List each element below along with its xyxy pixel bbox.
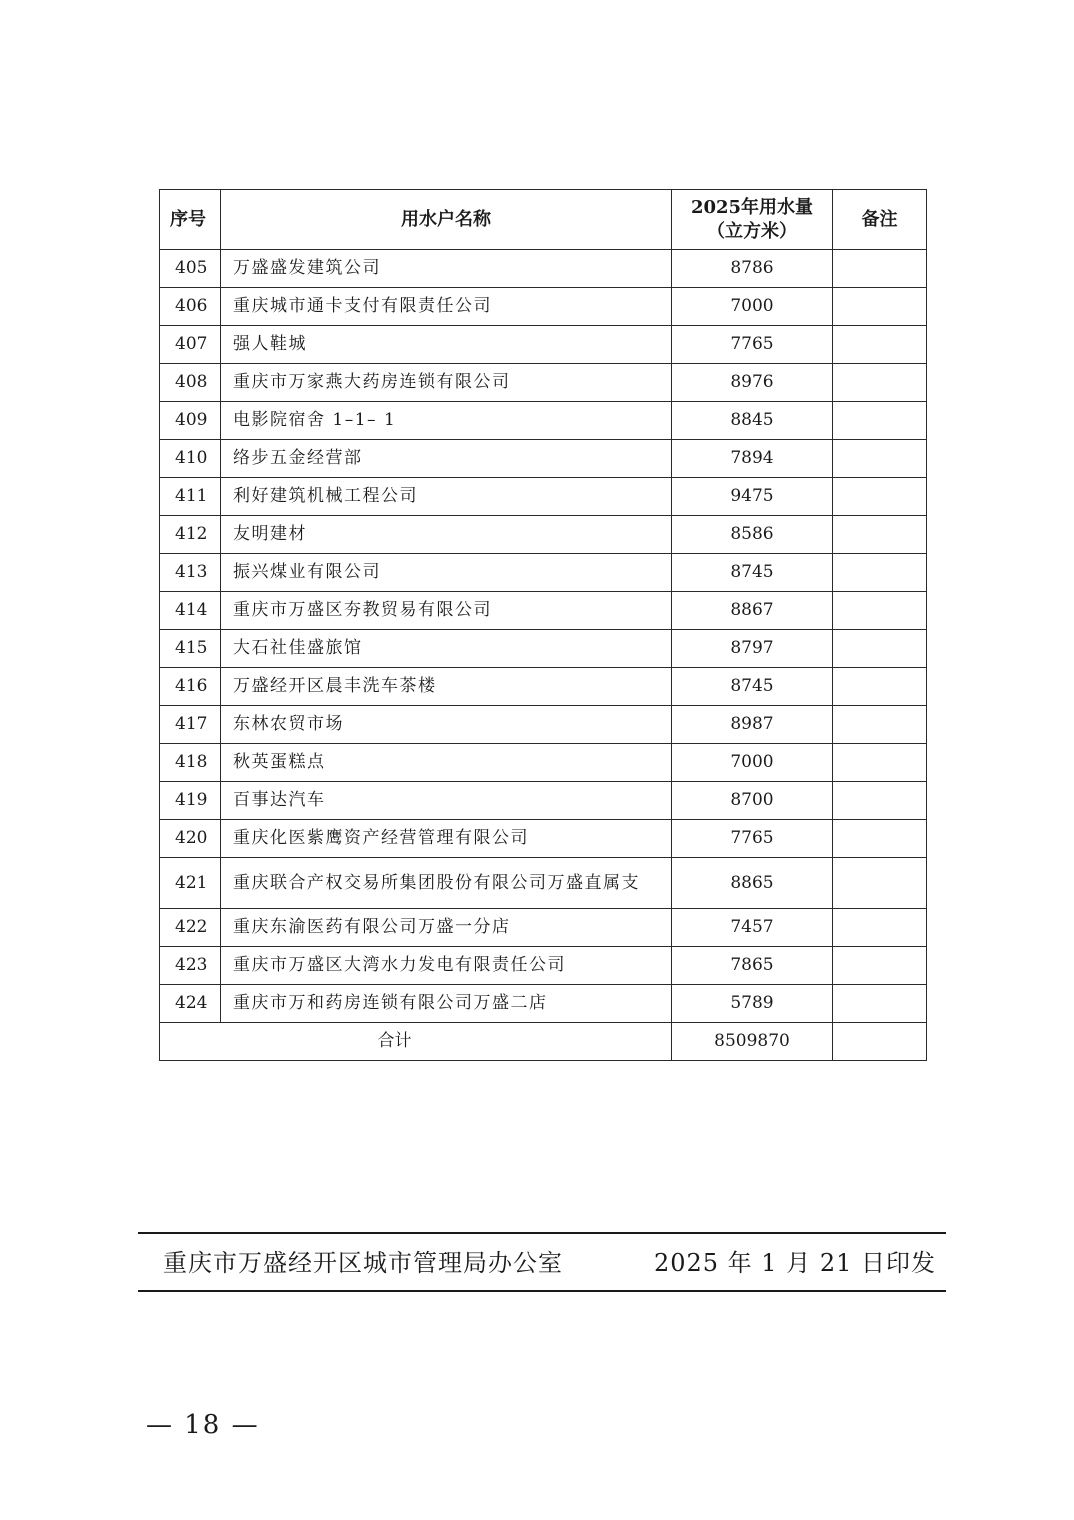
row-volume: 7865: [672, 947, 833, 985]
table-row: [160, 947, 927, 985]
row-name: 重庆城市通卡支付有限责任公司: [221, 288, 672, 326]
row-remark: [833, 364, 927, 402]
issuer-name: 重庆市万盛经开区城市管理局办公室: [163, 1249, 563, 1277]
row-volume: 7000: [672, 744, 833, 782]
row-remark: [833, 909, 927, 947]
table-row: [160, 782, 927, 820]
table-row: [160, 326, 927, 364]
row-no: 411: [160, 478, 221, 516]
row-volume: 7894: [672, 440, 833, 478]
row-no: 406: [160, 288, 221, 326]
row-no: 414: [160, 592, 221, 630]
row-name: 重庆东渝医药有限公司万盛一分店: [221, 909, 672, 947]
row-name: 重庆市万盛区大湾水力发电有限责任公司: [221, 947, 672, 985]
issue-date: 2025 年 1 月 21 日印发: [653, 1249, 936, 1277]
page-number: — 18 —: [146, 1410, 260, 1440]
table-row: [160, 440, 927, 478]
row-name: 秋英蛋糕点: [221, 744, 672, 782]
row-volume: 8845: [672, 402, 833, 440]
row-no: 420: [160, 820, 221, 858]
row-remark: [833, 440, 927, 478]
row-no: 410: [160, 440, 221, 478]
row-remark: [833, 288, 927, 326]
water-usage-table: [159, 189, 927, 1061]
row-no: 416: [160, 668, 221, 706]
total-label: 合计: [160, 1023, 672, 1061]
total-remark: [833, 1023, 927, 1061]
row-no: 409: [160, 402, 221, 440]
row-no: 419: [160, 782, 221, 820]
row-volume: 7000: [672, 288, 833, 326]
table-row: [160, 554, 927, 592]
row-remark: [833, 858, 927, 909]
row-remark: [833, 985, 927, 1023]
row-remark: [833, 326, 927, 364]
table-row: [160, 364, 927, 402]
header-remark: 备注: [833, 190, 927, 250]
table-row: [160, 668, 927, 706]
table-row: [160, 985, 927, 1023]
table-row: [160, 744, 927, 782]
table-row: [160, 402, 927, 440]
table-row: [160, 250, 927, 288]
table-row: [160, 820, 927, 858]
row-volume: 5789: [672, 985, 833, 1023]
row-name: 重庆联合产权交易所集团股份有限公司万盛直属支: [221, 858, 672, 909]
row-remark: [833, 706, 927, 744]
row-volume: 8987: [672, 706, 833, 744]
row-remark: [833, 592, 927, 630]
row-name: 重庆化医紫鹰资产经营管理有限公司: [221, 820, 672, 858]
row-name: 友明建材: [221, 516, 672, 554]
row-name: 东林农贸市场: [221, 706, 672, 744]
row-name: 重庆市万和药房连锁有限公司万盛二店: [221, 985, 672, 1023]
row-name: 利好建筑机械工程公司: [221, 478, 672, 516]
row-no: 412: [160, 516, 221, 554]
row-volume: 8745: [672, 668, 833, 706]
row-volume: 8700: [672, 782, 833, 820]
row-volume: 9475: [672, 478, 833, 516]
row-name: 大石社佳盛旅馆: [221, 630, 672, 668]
table-row: [160, 288, 927, 326]
row-volume: 8867: [672, 592, 833, 630]
header-no: 序号: [160, 190, 221, 250]
row-volume: 8745: [672, 554, 833, 592]
row-volume: 7457: [672, 909, 833, 947]
table-row: [160, 478, 927, 516]
row-remark: [833, 947, 927, 985]
row-volume: 8865: [672, 858, 833, 909]
row-volume: 8797: [672, 630, 833, 668]
row-volume: 7765: [672, 820, 833, 858]
table-row: [160, 706, 927, 744]
row-no: 405: [160, 250, 221, 288]
header-volume-line1: 2025年用水量: [690, 196, 814, 218]
header-volume: [672, 190, 833, 250]
row-remark: [833, 402, 927, 440]
row-name: 万盛盛发建筑公司: [221, 250, 672, 288]
header-name: 用水户名称: [221, 190, 672, 250]
row-name: 络步五金经营部: [221, 440, 672, 478]
row-name: 万盛经开区晨丰洗车茶楼: [221, 668, 672, 706]
row-remark: [833, 554, 927, 592]
footer-top-rule: [138, 1232, 946, 1234]
row-no: 421: [160, 858, 221, 909]
table-row: [160, 592, 927, 630]
row-name: 百事达汽车: [221, 782, 672, 820]
total-row: [160, 1023, 927, 1061]
table-row: [160, 909, 927, 947]
row-no: 407: [160, 326, 221, 364]
table-header-row: [160, 190, 927, 250]
row-remark: [833, 478, 927, 516]
row-no: 413: [160, 554, 221, 592]
total-volume: 8509870: [672, 1023, 833, 1061]
row-name: 电影院宿舍 1–1– 1: [221, 402, 672, 440]
row-remark: [833, 744, 927, 782]
row-no: 418: [160, 744, 221, 782]
table-row: [160, 630, 927, 668]
row-volume: 8586: [672, 516, 833, 554]
row-name: 强人鞋城: [221, 326, 672, 364]
row-volume: 7765: [672, 326, 833, 364]
row-no: 422: [160, 909, 221, 947]
row-volume: 8976: [672, 364, 833, 402]
row-no: 415: [160, 630, 221, 668]
row-remark: [833, 250, 927, 288]
row-remark: [833, 668, 927, 706]
row-volume: 8786: [672, 250, 833, 288]
row-no: 408: [160, 364, 221, 402]
row-remark: [833, 820, 927, 858]
row-no: 417: [160, 706, 221, 744]
table-row: [160, 516, 927, 554]
row-name: 重庆市万家燕大药房连锁有限公司: [221, 364, 672, 402]
header-volume-line2: （立方米）: [707, 220, 797, 242]
row-name: 重庆市万盛区夯教贸易有限公司: [221, 592, 672, 630]
row-remark: [833, 782, 927, 820]
row-remark: [833, 630, 927, 668]
row-remark: [833, 516, 927, 554]
row-name: 振兴煤业有限公司: [221, 554, 672, 592]
row-no: 424: [160, 985, 221, 1023]
row-no: 423: [160, 947, 221, 985]
footer-bottom-rule: [138, 1290, 946, 1292]
table-row: [160, 858, 927, 909]
